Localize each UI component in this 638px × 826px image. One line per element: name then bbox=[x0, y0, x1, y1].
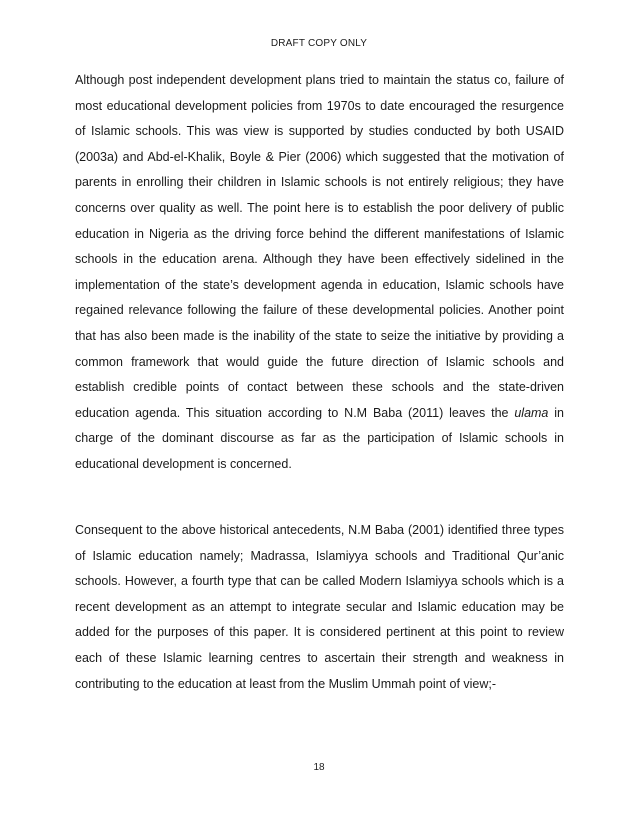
ulama-term: ulama bbox=[514, 405, 549, 420]
page-number: 18 bbox=[313, 762, 325, 773]
draft-header: DRAFT COPY ONLY bbox=[270, 38, 368, 49]
paragraph-2: Consequent to the above historical antecedents, N.M Baba (2001) identified three types of Islamic education namely; Madrassa, Islamiyya schools and Traditional Qur’anic schools. However, a fourth type that can be called Modern Islamiyya schools which is a recent development as an attempt to integrate secular and Islamic education may be added for the purposes of this paper. It is considered pertinent at this point to review each of these Islamic learning centres to ascertain their strength and weakness in contributing to the education at least from the Muslim Ummah point of view;- bbox=[75, 523, 564, 691]
paragraph-1-text-b: in charge of the dominant discourse as far as the participation of Islamic schools in educational development is concerned. bbox=[75, 405, 564, 471]
paragraph-1 bbox=[75, 68, 564, 478]
paragraph-1-text-a: Although post independent development plans tried to maintain the status co, failure of most educational development policies from 1970s to date encouraged the resurgence of Islamic schools. This was view is supported by studies conducted by both USAID (2003a) and Abd-el-Khalik, Boyle & Pier (2006) which suggested that the motivation of parents in enrolling their children in Islamic schools is not entirely religious; they have concerns over quality as well. The point here is to establish the poor delivery of public education in Nigeria as the driving force behind the different manifestations of Islamic schools in the education arena. Although they have been effectively sidelined in the implementation of the state’s development agenda in education, Islamic schools have regained relevance following the failure of these developmental policies. Another point that has also been made is the inability of the state to seize the initiative by providing a common framework that would guide the future direction of Islamic schools and establish credible points of contact between these schools and the state-driven education agenda. This situation according to N.M Baba (2011) leaves the bbox=[75, 73, 564, 420]
